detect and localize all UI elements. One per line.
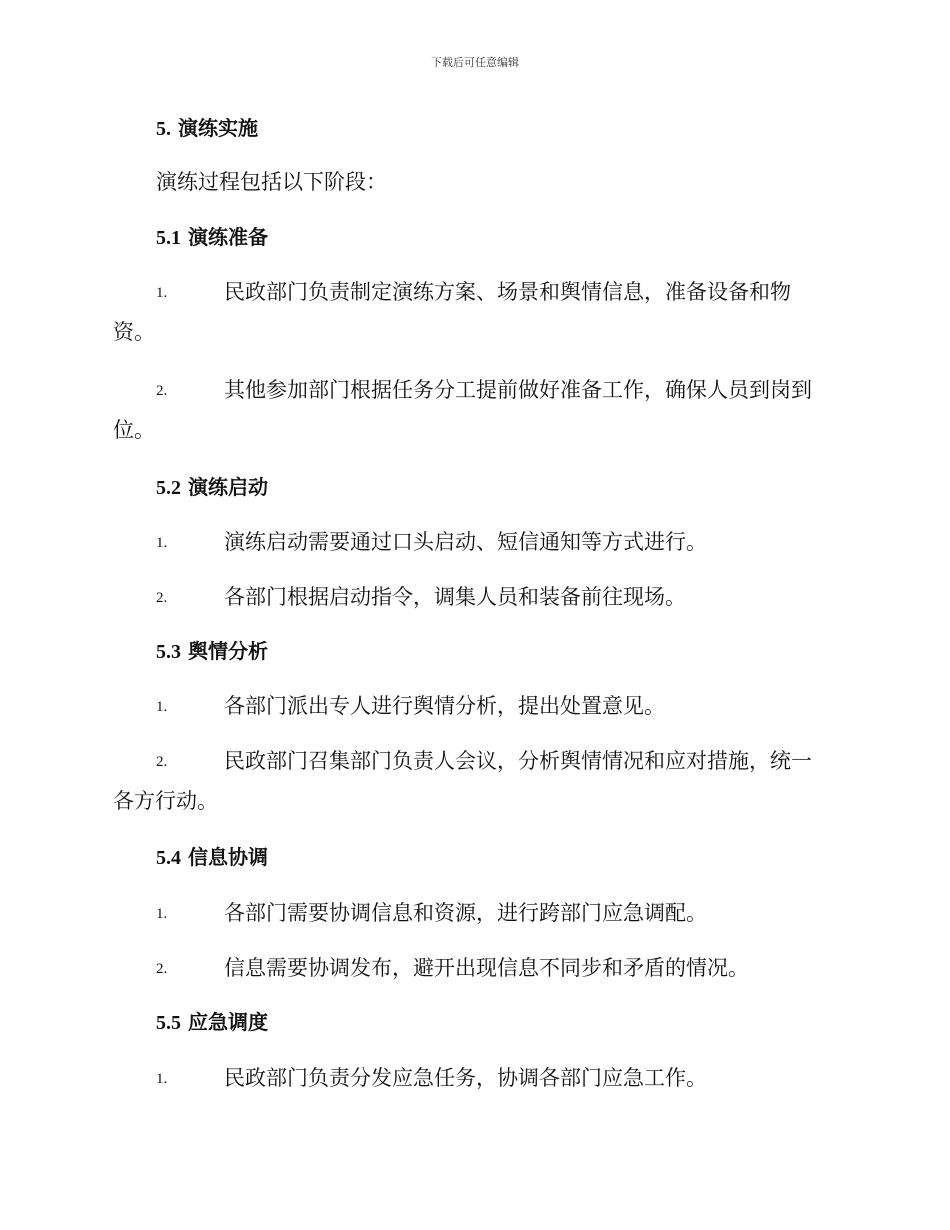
subsection-number: 5.1 [156, 227, 181, 249]
subsection-number: 5.3 [156, 641, 181, 663]
list-item-text: 演练启动需要通过口头启动、短信通知等方式进行。 [224, 530, 707, 554]
page-header-watermark: 下载后可任意编辑 [431, 56, 519, 69]
subsection-heading [156, 1010, 268, 1035]
list-item-text: 各部门派出专人进行舆情分析，提出处置意见。 [224, 694, 665, 718]
section-number: 5. [156, 118, 171, 140]
list-marker: 1. [156, 285, 168, 301]
list-item-continuation: 资。 [113, 320, 155, 344]
list-item-continuation: 各方行动。 [113, 789, 218, 813]
subsection-title: 舆情分析 [187, 639, 268, 663]
list-item-text: 民政部门负责制定演练方案、场景和舆情信息，准备设备和物 [224, 280, 791, 304]
subsection-heading [156, 475, 268, 500]
list-marker: 2. [156, 961, 168, 977]
list-marker: 1. [156, 535, 168, 551]
list-marker: 2. [156, 754, 168, 770]
subsection-title: 应急调度 [187, 1010, 268, 1034]
subsection-title: 信息协调 [187, 845, 268, 869]
list-item-continuation: 位。 [113, 418, 155, 442]
list-item-text: 其他参加部门根据任务分工提前做好准备工作，确保人员到岗到 [224, 378, 812, 402]
section-intro: 演练过程包括以下阶段： [156, 170, 387, 194]
list-marker: 1. [156, 699, 168, 715]
subsection-heading [156, 845, 268, 870]
subsection-heading [156, 225, 268, 250]
subsection-title: 演练启动 [187, 475, 268, 499]
subsection-number: 5.2 [156, 477, 181, 499]
subsection-number: 5.4 [156, 847, 181, 869]
subsection-number: 5.5 [156, 1012, 181, 1034]
section-title: 演练实施 [177, 116, 258, 140]
subsection-title: 演练准备 [187, 225, 268, 249]
list-item-text: 各部门需要协调信息和资源，进行跨部门应急调配。 [224, 901, 707, 925]
list-item-text: 各部门根据启动指令，调集人员和装备前往现场。 [224, 585, 686, 609]
list-marker: 2. [156, 590, 168, 606]
list-marker: 2. [156, 383, 168, 399]
list-item-text: 信息需要协调发布，避开出现信息不同步和矛盾的情况。 [224, 956, 749, 980]
list-item-text: 民政部门负责分发应急任务，协调各部门应急工作。 [224, 1066, 707, 1090]
list-item-text: 民政部门召集部门负责人会议，分析舆情情况和应对措施，统一 [224, 749, 812, 773]
list-marker: 1. [156, 1071, 168, 1087]
section-heading [156, 116, 258, 141]
list-marker: 1. [156, 906, 168, 922]
subsection-heading [156, 639, 268, 664]
